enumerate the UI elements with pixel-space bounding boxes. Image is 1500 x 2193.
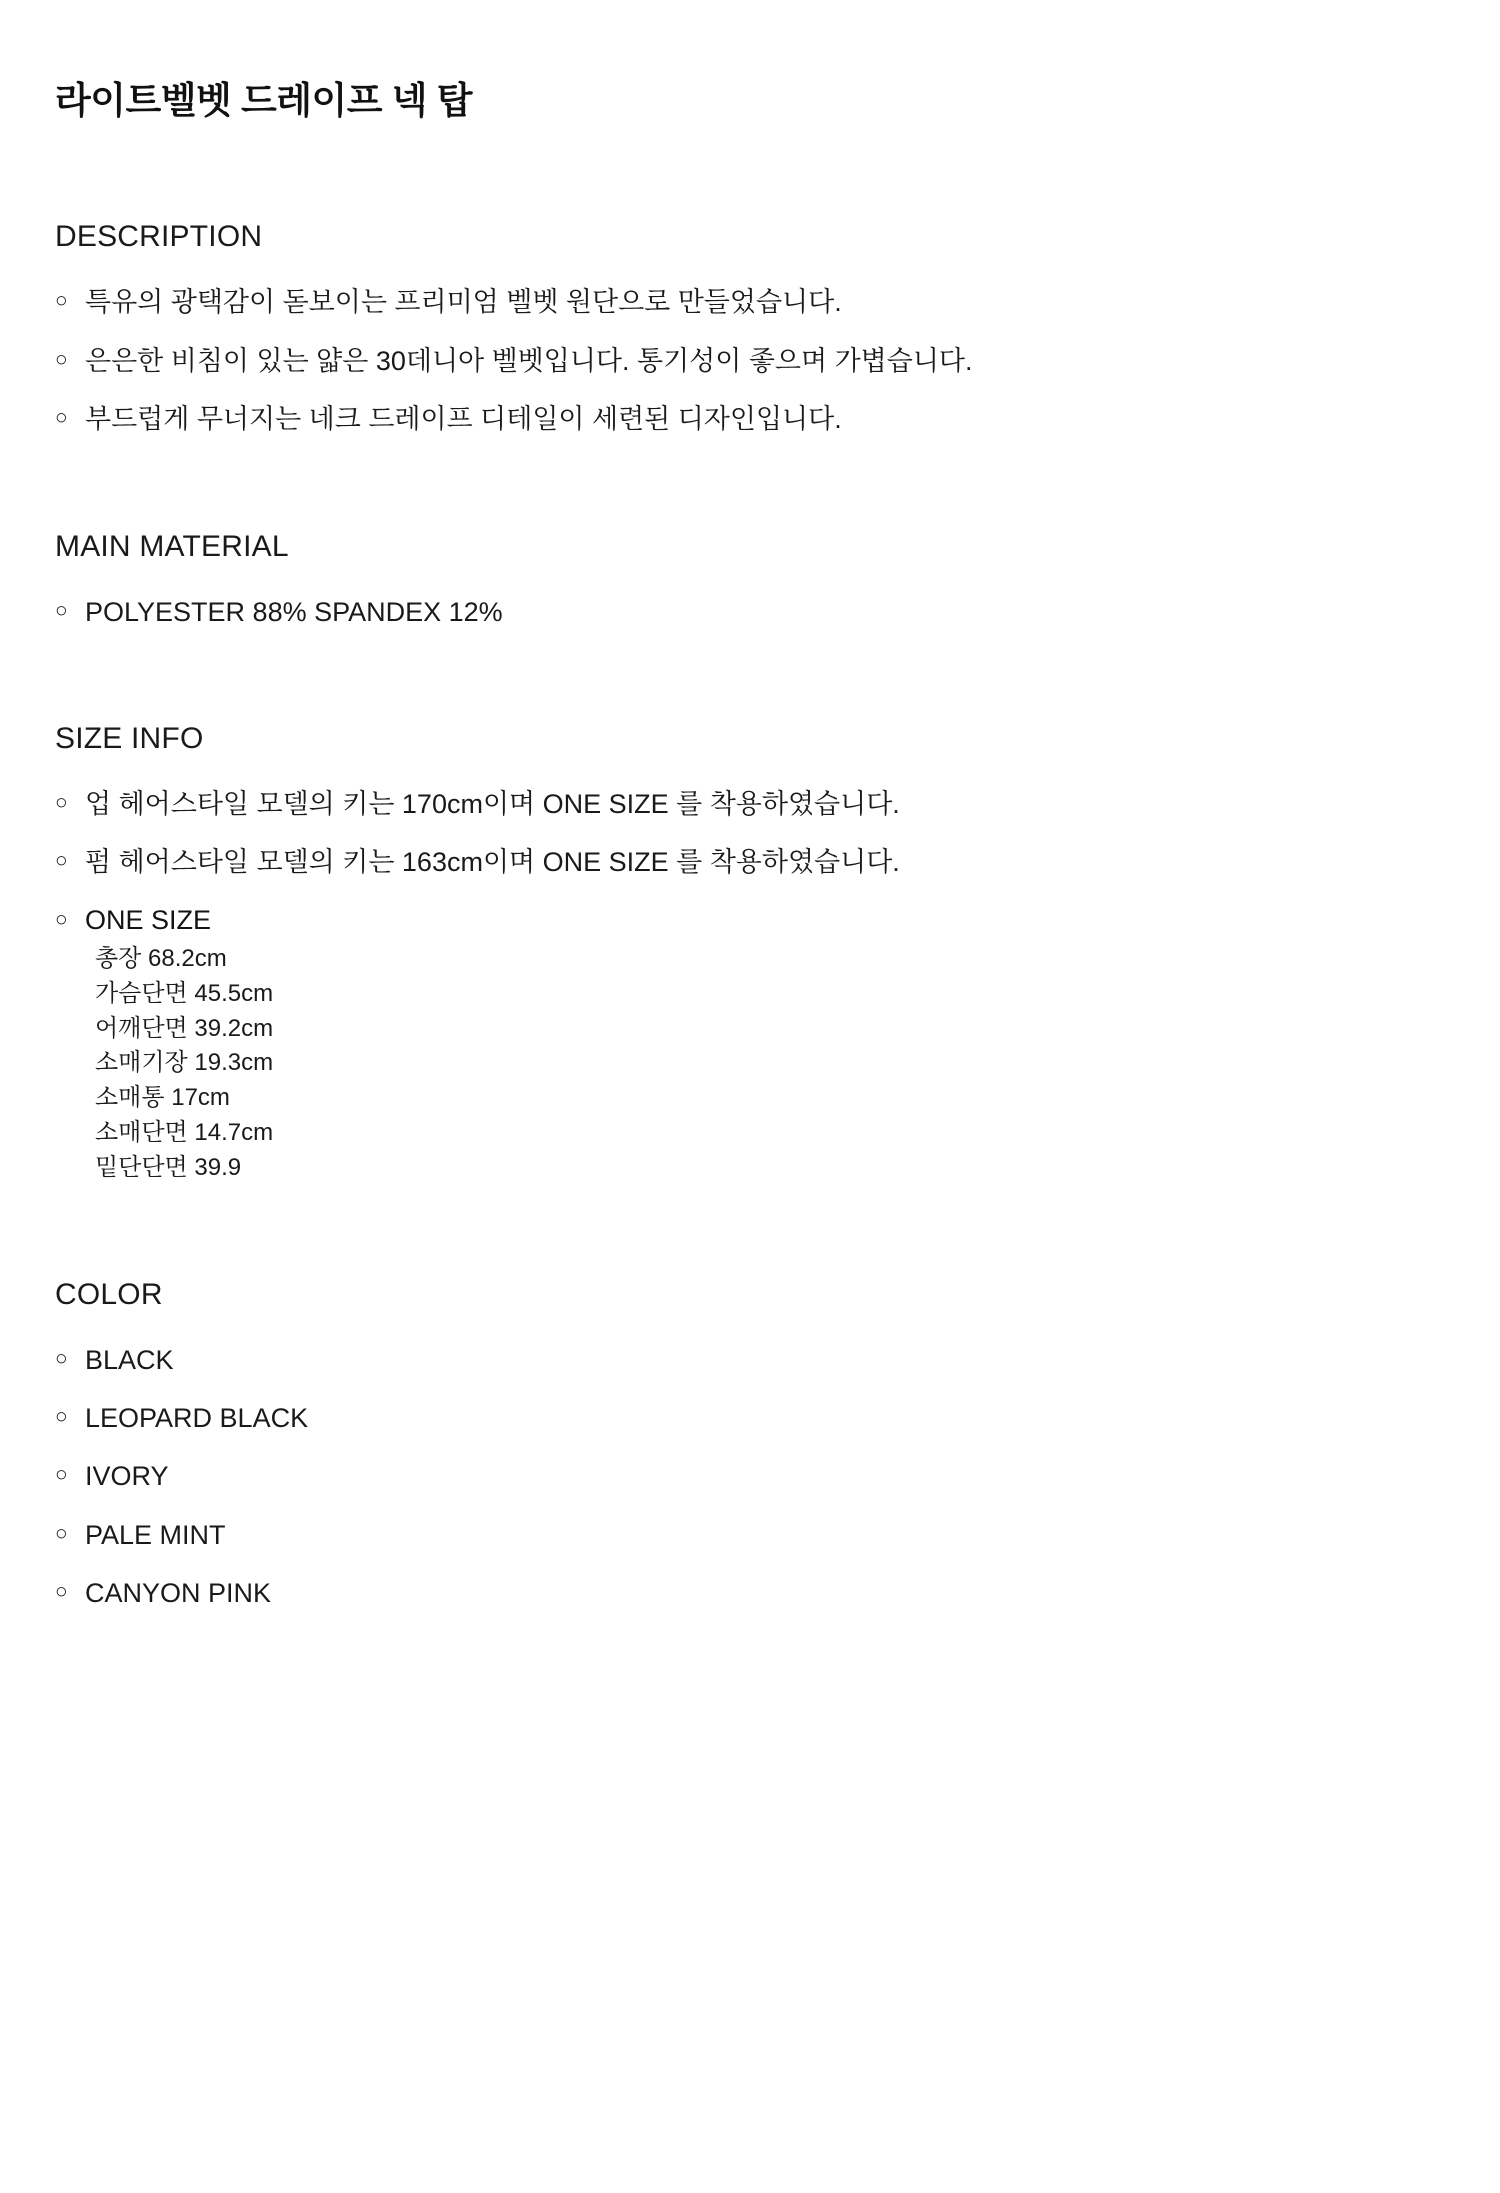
circle-bullet-icon: ○	[55, 791, 68, 814]
color-option-label: LEOPARD BLACK	[85, 1402, 309, 1433]
section-description	[55, 220, 1440, 437]
spacer	[55, 1186, 1440, 1278]
list-item	[55, 1458, 1440, 1494]
color-option-label: IVORY	[85, 1461, 169, 1492]
spacer	[55, 254, 1440, 284]
spacer	[55, 438, 1440, 530]
list-item-label: 부드럽게 무너지는 네크 드레이프 디테일이 세련된 디자인입니다.	[85, 404, 842, 435]
spacer	[55, 321, 1440, 343]
list-item	[55, 1400, 1440, 1436]
circle-bullet-icon: ○	[55, 347, 68, 371]
circle-bullet-icon: ○	[55, 1404, 68, 1428]
circle-bullet-icon: ○	[55, 1463, 68, 1487]
section-heading-color: COLOR	[55, 1277, 163, 1311]
size-chart	[55, 903, 1440, 1186]
list-item-label: 업 헤어스타일 모델의 키는 170cm이며 ONE SIZE 를 착용하였습니다.	[85, 789, 900, 819]
list-item-label: 은은한 비침이 있는 얇은 30데니아 벨벳입니다. 통기성이 좋으며 가볍습니다.	[85, 345, 973, 376]
color-option-label: CANYON PINK	[85, 1578, 272, 1609]
list-item	[55, 1517, 1440, 1553]
circle-bullet-icon: ○	[55, 1346, 68, 1370]
spacer	[55, 822, 1440, 844]
list-item-label: 특유의 광택감이 돋보이는 프리미엄 벨벳 원단으로 만들었습니다.	[85, 287, 842, 318]
circle-bullet-icon: ○	[55, 598, 68, 622]
size-measurement-list	[55, 942, 1440, 1186]
size-measurement-item: 밑단단면 39.9	[95, 1153, 242, 1181]
size-measurement-item: 소매기장 19.3cm	[95, 1049, 274, 1077]
spacer	[55, 1312, 1440, 1342]
size-measurement-item: 어깨단면 39.2cm	[95, 1014, 274, 1042]
spacer	[55, 124, 1440, 220]
list-item	[55, 1342, 1440, 1378]
list-item-label: POLYESTER 88% SPANDEX 12%	[85, 596, 503, 627]
color-option-label: BLACK	[85, 1344, 174, 1375]
circle-bullet-icon: ○	[55, 849, 68, 873]
spacer	[55, 630, 1440, 722]
section-size-info	[55, 722, 1440, 1186]
circle-bullet-icon: ○	[55, 907, 68, 931]
circle-bullet-icon: ○	[55, 1521, 68, 1545]
spacer	[55, 1495, 1440, 1517]
size-measurement-item: 총장 68.2cm	[95, 944, 227, 972]
size-measurement-item: 소매단면 14.7cm	[95, 1118, 274, 1146]
size-name-label: ONE SIZE	[85, 904, 212, 935]
list-item	[55, 786, 1440, 822]
spacer	[55, 379, 1440, 401]
section-heading-main-material: MAIN MATERIAL	[55, 529, 289, 563]
circle-bullet-icon: ○	[55, 1580, 68, 1604]
list-item	[55, 284, 1440, 320]
spacer	[55, 1553, 1440, 1575]
page-title: 라이트벨벳 드레이프 넥 탑	[55, 80, 473, 121]
spacer	[55, 1378, 1440, 1400]
spacer	[55, 881, 1440, 903]
color-option-label: PALE MINT	[85, 1519, 226, 1550]
spacer	[55, 1436, 1440, 1458]
color-option-list	[55, 1342, 1440, 1612]
size-measurement-item: 소매통 17cm	[95, 1084, 230, 1112]
section-color	[55, 1278, 1440, 1612]
list-item	[55, 844, 1440, 880]
size-name-row	[55, 903, 1440, 938]
spacer	[55, 756, 1440, 786]
circle-bullet-icon: ○	[55, 289, 68, 313]
list-item	[55, 401, 1440, 437]
circle-bullet-icon: ○	[55, 406, 68, 430]
size-measurement-item: 가슴단면 45.5cm	[95, 979, 274, 1007]
section-heading-description: DESCRIPTION	[55, 220, 263, 254]
list-item	[55, 594, 1440, 630]
list-item	[55, 1575, 1440, 1611]
spacer	[55, 564, 1440, 594]
section-main-material	[55, 530, 1440, 630]
list-item-label: 펌 헤어스타일 모델의 키는 163cm이며 ONE SIZE 를 착용하였습니다.	[85, 847, 900, 878]
section-heading-size-info: SIZE INFO	[55, 722, 204, 755]
list-item	[55, 343, 1440, 379]
